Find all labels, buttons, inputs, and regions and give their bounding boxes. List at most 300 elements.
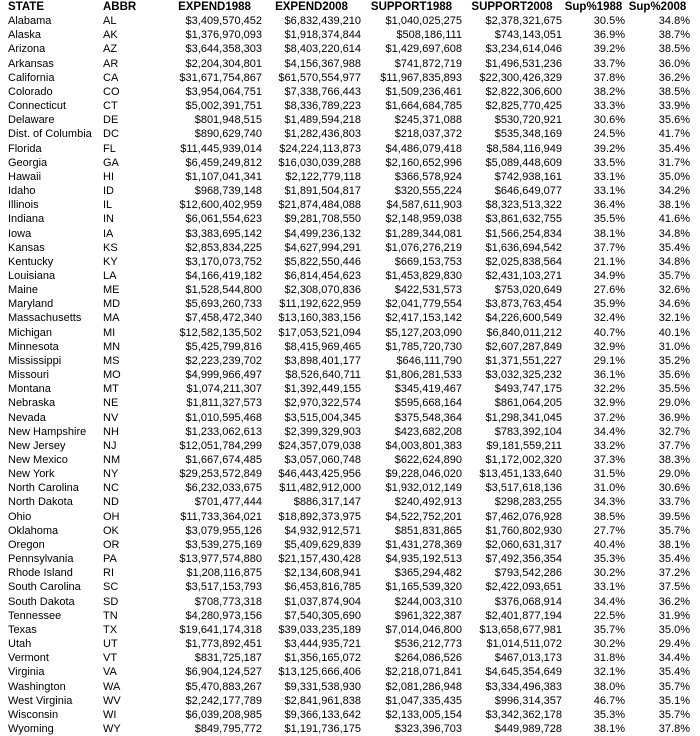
- column-header-abbr: ABBR: [103, 1, 137, 13]
- sup-pct-2008-cell: 37.8%: [658, 722, 690, 735]
- support1988-cell: $422,531,573: [394, 284, 462, 297]
- column-header-sup-pct-2008: Sup%2008: [628, 1, 687, 13]
- state-name-cell: Indiana: [8, 213, 45, 226]
- support1988-cell: $2,148,959,038: [385, 213, 462, 226]
- sup-pct-2008-cell: 35.6%: [658, 114, 690, 127]
- sup-pct-1988-cell: 40.4%: [593, 538, 625, 551]
- support1988-cell: $1,509,236,461: [385, 85, 462, 98]
- expend1988-cell: $7,458,472,340: [185, 312, 262, 325]
- state-abbr-cell: VT: [103, 652, 118, 665]
- support2008-cell: $467,013,173: [494, 652, 562, 665]
- expend1988-cell: $29,253,572,849: [179, 468, 262, 481]
- support2008-cell: $4,645,354,649: [485, 666, 562, 679]
- support2008-cell: $493,747,175: [494, 383, 562, 396]
- state-abbr-cell: MS: [103, 354, 120, 367]
- expend2008-cell: $5,822,550,446: [284, 255, 361, 268]
- expend1988-cell: $2,242,177,789: [185, 694, 262, 707]
- support1988-cell: $423,682,208: [394, 425, 462, 438]
- table-row: [0, 510, 700, 524]
- expend2008-cell: $2,970,322,574: [284, 397, 361, 410]
- expend1988-cell: $1,074,211,307: [186, 383, 262, 396]
- expend2008-cell: $24,357,079,038: [278, 439, 361, 452]
- sup-pct-2008-cell: 36.0%: [658, 57, 690, 70]
- state-abbr-cell: AL: [103, 15, 117, 28]
- state-name-cell: Maryland: [8, 298, 54, 311]
- table-row: [0, 184, 700, 198]
- support1988-cell: $375,548,364: [394, 411, 462, 424]
- table-row: [0, 665, 700, 679]
- sup-pct-1988-cell: 34.4%: [593, 425, 625, 438]
- state-name-cell: Mississippi: [8, 354, 62, 367]
- sup-pct-2008-cell: 37.7%: [658, 439, 690, 452]
- sup-pct-2008-cell: 35.1%: [658, 694, 690, 707]
- sup-pct-2008-cell: 29.0%: [658, 468, 690, 481]
- state-abbr-cell: NV: [103, 411, 119, 424]
- state-name-cell: California: [8, 71, 55, 84]
- state-abbr-cell: AR: [103, 57, 119, 70]
- sup-pct-2008-cell: 31.9%: [658, 609, 690, 622]
- support2008-cell: $13,451,133,640: [479, 468, 562, 481]
- column-header-state: STATE: [8, 1, 44, 13]
- state-abbr-cell: MT: [103, 383, 119, 396]
- support2008-cell: $2,060,631,317: [485, 538, 562, 551]
- expend2008-cell: $9,366,133,642: [284, 708, 361, 721]
- expend2008-cell: $3,515,004,345: [284, 411, 361, 424]
- state-name-cell: Ohio: [8, 510, 32, 523]
- expend1988-cell: $6,039,208,985: [185, 708, 262, 721]
- state-name-cell: North Carolina: [8, 482, 79, 495]
- state-name-cell: Washington: [8, 680, 66, 693]
- table-row: [0, 156, 700, 170]
- support2008-cell: $861,064,205: [494, 397, 562, 410]
- expend2008-cell: $13,160,383,156: [278, 312, 361, 325]
- sup-pct-2008-cell: 37.2%: [658, 567, 690, 580]
- sup-pct-1988-cell: 39.2%: [593, 142, 625, 155]
- table-row: [0, 623, 700, 637]
- support1988-cell: $1,932,012,149: [385, 482, 462, 495]
- expend1988-cell: $3,079,955,126: [185, 524, 262, 537]
- support2008-cell: $2,025,838,564: [485, 255, 562, 268]
- support1988-cell: $4,522,752,201: [385, 510, 462, 523]
- expend2008-cell: $1,392,449,155: [284, 383, 361, 396]
- sup-pct-1988-cell: 22.5%: [593, 609, 625, 622]
- expend2008-cell: $3,444,935,721: [284, 638, 361, 651]
- expend1988-cell: $1,811,327,573: [186, 397, 262, 410]
- state-abbr-cell: ME: [103, 284, 120, 297]
- support2008-cell: $1,636,694,542: [485, 241, 562, 254]
- support2008-cell: $1,014,511,072: [486, 638, 562, 651]
- sup-pct-2008-cell: 29.4%: [658, 638, 690, 651]
- state-abbr-cell: RI: [103, 567, 114, 580]
- expend1988-cell: $849,795,772: [194, 722, 262, 735]
- support2008-cell: $535,348,169: [494, 128, 562, 141]
- expend1988-cell: $12,600,402,959: [179, 199, 262, 212]
- expend2008-cell: $7,338,766,443: [284, 85, 361, 98]
- state-abbr-cell: MN: [103, 340, 121, 353]
- expend2008-cell: $1,356,165,072: [284, 652, 361, 665]
- expend2008-cell: $3,057,060,748: [284, 454, 361, 466]
- support1988-cell: $1,431,278,369: [385, 538, 462, 551]
- expend1988-cell: $6,904,124,527: [185, 666, 262, 679]
- state-abbr-cell: WI: [103, 708, 117, 721]
- support1988-cell: $240,492,913: [394, 496, 462, 509]
- expend2008-cell: $21,874,484,088: [278, 199, 361, 212]
- state-abbr-cell: CT: [103, 100, 118, 113]
- sup-pct-1988-cell: 32.9%: [593, 397, 625, 410]
- state-name-cell: Arkansas: [8, 57, 54, 70]
- support1988-cell: $366,578,924: [394, 170, 462, 183]
- state-abbr-cell: KS: [103, 241, 118, 254]
- sup-pct-2008-cell: 34.8%: [658, 255, 690, 268]
- support2008-cell: $3,861,632,755: [485, 213, 562, 226]
- state-name-cell: Rhode Island: [8, 567, 73, 580]
- table-row: [0, 538, 700, 552]
- expend1988-cell: $831,725,187: [194, 652, 262, 665]
- support1988-cell: $4,003,801,383: [385, 439, 462, 452]
- expend1988-cell: $4,280,973,156: [185, 609, 262, 622]
- table-row: [0, 425, 700, 439]
- sup-pct-2008-cell: 34.8%: [658, 227, 690, 240]
- expend2008-cell: $6,832,439,210: [284, 15, 361, 28]
- support1988-cell: $741,872,719: [394, 57, 462, 70]
- support1988-cell: $508,186,111: [396, 29, 462, 42]
- support2008-cell: $3,234,614,046: [485, 43, 562, 56]
- state-name-cell: Hawaii: [8, 170, 42, 183]
- sup-pct-1988-cell: 32.9%: [593, 340, 625, 353]
- sup-pct-1988-cell: 30.2%: [593, 567, 625, 580]
- sup-pct-2008-cell: 35.7%: [658, 708, 690, 721]
- state-abbr-cell: DC: [103, 128, 119, 141]
- sup-pct-1988-cell: 30.6%: [593, 114, 625, 127]
- support1988-cell: $244,003,310: [394, 595, 462, 608]
- expend2008-cell: $4,932,912,571: [284, 524, 361, 537]
- support2008-cell: $2,431,103,271: [485, 269, 562, 282]
- sup-pct-2008-cell: 35.0%: [658, 170, 690, 183]
- support2008-cell: $2,822,306,600: [485, 85, 562, 98]
- state-abbr-cell: AZ: [103, 43, 118, 56]
- sup-pct-2008-cell: 38.1%: [658, 199, 690, 212]
- sup-pct-2008-cell: 35.4%: [658, 553, 690, 566]
- table-row: [0, 651, 700, 665]
- table-row: [0, 439, 700, 453]
- support2008-cell: $1,496,531,236: [485, 57, 562, 70]
- expend2008-cell: $1,037,874,904: [284, 595, 361, 608]
- support2008-cell: $4,226,600,549: [485, 312, 562, 325]
- table-row: [0, 609, 700, 623]
- expend2008-cell: $39,033,235,189: [278, 623, 361, 636]
- state-abbr-cell: IL: [103, 199, 113, 212]
- support1988-cell: $2,041,779,554: [385, 298, 462, 311]
- sup-pct-2008-cell: 35.4%: [658, 241, 690, 254]
- state-abbr-cell: NM: [103, 454, 121, 466]
- expend2008-cell: $2,399,329,903: [284, 425, 361, 438]
- state-name-cell: Dist. of Columbia: [8, 128, 92, 141]
- state-abbr-cell: OR: [103, 538, 120, 551]
- expend2008-cell: $1,191,736,175: [284, 722, 361, 735]
- sup-pct-2008-cell: 41.6%: [658, 213, 690, 226]
- table-row: [0, 85, 700, 99]
- support1988-cell: $4,587,611,903: [386, 199, 462, 212]
- table-row: [0, 255, 700, 269]
- state-abbr-cell: ID: [103, 185, 114, 198]
- sup-pct-2008-cell: 35.7%: [658, 269, 690, 282]
- sup-pct-2008-cell: 36.2%: [658, 71, 690, 84]
- support1988-cell: $11,967,835,893: [380, 71, 462, 84]
- table-row: [0, 283, 700, 297]
- state-name-cell: Connecticut: [8, 100, 67, 113]
- expend2008-cell: $17,053,521,094: [278, 326, 361, 339]
- state-name-cell: Kentucky: [8, 255, 54, 268]
- sup-pct-1988-cell: 38.0%: [593, 680, 625, 693]
- state-abbr-cell: CO: [103, 85, 120, 98]
- state-abbr-cell: AK: [103, 29, 118, 42]
- expend2008-cell: $24,224,113,873: [279, 142, 361, 155]
- support2008-cell: $298,283,255: [494, 496, 562, 509]
- state-abbr-cell: SD: [103, 595, 119, 608]
- state-name-cell: Tennessee: [8, 609, 62, 622]
- support2008-cell: $742,938,161: [494, 170, 562, 183]
- sup-pct-1988-cell: 32.1%: [593, 666, 625, 679]
- expend2008-cell: $46,443,425,956: [278, 468, 361, 481]
- sup-pct-1988-cell: 34.9%: [593, 269, 625, 282]
- table-row: [0, 580, 700, 594]
- state-name-cell: Pennsylvania: [8, 553, 74, 566]
- expend1988-cell: $5,693,260,733: [185, 298, 262, 311]
- state-abbr-cell: NH: [103, 425, 119, 438]
- sup-pct-1988-cell: 38.2%: [593, 85, 625, 98]
- expend2008-cell: $4,627,994,291: [284, 241, 361, 254]
- sup-pct-1988-cell: 38.1%: [593, 722, 625, 735]
- state-name-cell: Kansas: [8, 241, 45, 254]
- table-row: [0, 694, 700, 708]
- state-abbr-cell: DE: [103, 114, 119, 127]
- support2008-cell: $793,542,286: [494, 567, 562, 580]
- state-name-cell: Florida: [8, 142, 42, 155]
- sup-pct-2008-cell: 30.6%: [658, 482, 690, 495]
- table-row: [0, 411, 700, 425]
- table-row: [0, 524, 700, 538]
- expend2008-cell: $4,156,367,988: [284, 57, 361, 70]
- support2008-cell: $743,143,051: [494, 29, 562, 42]
- state-name-cell: Oklahoma: [8, 524, 59, 537]
- table-row: [0, 495, 700, 509]
- table-row: [0, 311, 700, 325]
- expend2008-cell: $6,453,816,785: [284, 581, 361, 594]
- expend2008-cell: $2,134,608,941: [284, 567, 361, 580]
- expend2008-cell: $16,030,039,288: [278, 156, 361, 169]
- support1988-cell: $851,831,865: [394, 524, 462, 537]
- sup-pct-2008-cell: 38.5%: [658, 85, 690, 98]
- sup-pct-1988-cell: 40.7%: [593, 326, 625, 339]
- expend2008-cell: $8,403,220,614: [284, 43, 361, 56]
- expend2008-cell: $1,918,374,844: [284, 29, 361, 42]
- state-abbr-cell: MO: [103, 369, 121, 382]
- support1988-cell: $2,417,153,142: [385, 312, 462, 325]
- sup-pct-1988-cell: 36.1%: [593, 369, 625, 382]
- support1988-cell: $2,160,652,996: [385, 156, 462, 169]
- table-row: [0, 552, 700, 566]
- state-name-cell: Colorado: [8, 85, 53, 98]
- sup-pct-1988-cell: 31.5%: [593, 468, 625, 481]
- state-abbr-cell: CA: [103, 71, 119, 84]
- sup-pct-1988-cell: 31.0%: [593, 482, 625, 495]
- table-row: [0, 595, 700, 609]
- table-body: [0, 14, 700, 736]
- state-name-cell: Utah: [8, 638, 32, 651]
- expend1988-cell: $1,376,970,093: [185, 29, 262, 42]
- expend1988-cell: $11,445,939,014: [180, 142, 262, 155]
- table-row: [0, 127, 700, 141]
- support2008-cell: $2,401,877,194: [485, 609, 562, 622]
- sup-pct-2008-cell: 35.7%: [658, 524, 690, 537]
- sup-pct-1988-cell: 32.2%: [593, 383, 625, 396]
- table-row: [0, 326, 700, 340]
- expend2008-cell: $18,892,373,975: [278, 510, 361, 523]
- table-row: [0, 57, 700, 71]
- expend2008-cell: $11,482,912,000: [279, 482, 361, 495]
- table-row: [0, 396, 700, 410]
- expend1988-cell: $2,853,834,225: [185, 241, 262, 254]
- sup-pct-1988-cell: 33.2%: [593, 439, 625, 452]
- table-row: [0, 142, 700, 156]
- expend1988-cell: $4,166,419,182: [185, 269, 262, 282]
- support1988-cell: $4,935,192,513: [385, 553, 462, 566]
- sup-pct-1988-cell: 38.1%: [593, 227, 625, 240]
- support2008-cell: $7,492,356,354: [485, 553, 562, 566]
- expend1988-cell: $6,459,249,812: [185, 156, 262, 169]
- support1988-cell: $7,014,046,800: [385, 623, 462, 636]
- state-name-cell: Delaware: [8, 114, 55, 127]
- sup-pct-1988-cell: 35.3%: [593, 553, 625, 566]
- support1988-cell: $1,429,697,608: [385, 43, 462, 56]
- support1988-cell: $345,419,467: [394, 383, 462, 396]
- expend2008-cell: $1,489,594,218: [284, 114, 361, 127]
- sup-pct-1988-cell: 36.9%: [593, 29, 625, 42]
- expend1988-cell: $12,582,135,502: [179, 326, 262, 339]
- expend1988-cell: $701,477,444: [194, 496, 262, 509]
- expend2008-cell: $21,157,430,428: [278, 553, 361, 566]
- state-name-cell: Idaho: [8, 185, 36, 198]
- support1988-cell: $1,453,829,830: [385, 269, 462, 282]
- sup-pct-2008-cell: 38.7%: [658, 29, 690, 42]
- expend1988-cell: $1,773,892,451: [185, 638, 262, 651]
- expend1988-cell: $1,233,062,613: [185, 425, 262, 438]
- expend1988-cell: $1,107,041,341: [185, 170, 262, 183]
- table-header-row: [0, 0, 700, 14]
- expend1988-cell: $3,383,695,142: [185, 227, 262, 240]
- state-abbr-cell: VA: [103, 666, 117, 679]
- expend2008-cell: $3,898,401,177: [284, 354, 361, 367]
- support2008-cell: $2,825,770,425: [485, 100, 562, 113]
- sup-pct-1988-cell: 33.1%: [593, 170, 625, 183]
- sup-pct-1988-cell: 34.3%: [593, 496, 625, 509]
- support1988-cell: $1,040,025,275: [385, 15, 462, 28]
- expend1988-cell: $3,644,358,303: [185, 43, 262, 56]
- table-row: [0, 241, 700, 255]
- support2008-cell: $5,089,448,609: [485, 156, 562, 169]
- expend1988-cell: $3,170,073,752: [185, 255, 262, 268]
- state-name-cell: Texas: [8, 623, 37, 636]
- table-row: [0, 227, 700, 241]
- support1988-cell: $218,037,372: [394, 128, 462, 141]
- support1988-cell: $961,322,387: [394, 609, 462, 622]
- expend1988-cell: $1,667,674,485: [185, 454, 262, 466]
- sup-pct-1988-cell: 30.5%: [593, 15, 625, 28]
- state-abbr-cell: IN: [103, 213, 114, 226]
- state-name-cell: Virginia: [8, 666, 45, 679]
- table-row: [0, 269, 700, 283]
- support1988-cell: $622,624,890: [394, 454, 462, 466]
- state-name-cell: Wyoming: [8, 722, 54, 735]
- sup-pct-2008-cell: 33.9%: [658, 100, 690, 113]
- state-abbr-cell: FL: [103, 142, 116, 155]
- support1988-cell: $1,785,720,730: [385, 340, 462, 353]
- sup-pct-2008-cell: 31.7%: [658, 156, 690, 169]
- state-name-cell: North Dakota: [8, 496, 73, 509]
- support1988-cell: $2,133,005,154: [385, 708, 462, 721]
- table-row: [0, 297, 700, 311]
- sup-pct-2008-cell: 41.7%: [658, 128, 690, 141]
- support2008-cell: $2,378,321,675: [485, 15, 562, 28]
- state-abbr-cell: UT: [103, 638, 118, 651]
- expend2008-cell: $4,499,236,132: [284, 227, 361, 240]
- state-name-cell: New Jersey: [8, 439, 66, 452]
- state-abbr-cell: KY: [103, 255, 118, 268]
- sup-pct-1988-cell: 35.5%: [593, 213, 625, 226]
- table-row: [0, 382, 700, 396]
- sup-pct-2008-cell: 32.6%: [658, 284, 690, 297]
- support2008-cell: $2,422,093,651: [485, 581, 562, 594]
- state-name-cell: New York: [8, 468, 55, 481]
- sup-pct-1988-cell: 38.5%: [593, 510, 625, 523]
- sup-pct-2008-cell: 29.0%: [658, 397, 690, 410]
- expend1988-cell: $2,223,239,702: [185, 354, 262, 367]
- support1988-cell: $595,668,164: [394, 397, 462, 410]
- state-abbr-cell: NE: [103, 397, 119, 410]
- sup-pct-1988-cell: 46.7%: [593, 694, 625, 707]
- support2008-cell: $3,334,496,383: [485, 680, 562, 693]
- state-abbr-cell: LA: [103, 269, 117, 282]
- state-abbr-cell: MA: [103, 312, 120, 325]
- sup-pct-2008-cell: 38.5%: [658, 43, 690, 56]
- state-name-cell: Alaska: [8, 29, 42, 42]
- state-abbr-cell: NJ: [103, 439, 117, 452]
- sup-pct-2008-cell: 36.2%: [658, 595, 690, 608]
- expend2008-cell: $7,540,305,690: [284, 609, 361, 622]
- support2008-cell: $1,371,551,227: [485, 354, 562, 367]
- expend2008-cell: $8,415,969,465: [284, 340, 361, 353]
- support2008-cell: $6,840,011,212: [486, 326, 562, 339]
- expend1988-cell: $3,954,064,751: [185, 85, 262, 98]
- sup-pct-1988-cell: 37.2%: [593, 411, 625, 424]
- expend2008-cell: $2,841,961,838: [284, 694, 361, 707]
- support1988-cell: $4,486,079,418: [385, 142, 462, 155]
- sup-pct-1988-cell: 35.3%: [593, 708, 625, 721]
- support2008-cell: $783,392,104: [494, 425, 562, 438]
- sup-pct-1988-cell: 39.2%: [593, 43, 625, 56]
- support1988-cell: $536,212,773: [394, 638, 462, 651]
- expend1988-cell: $6,232,033,675: [185, 482, 262, 495]
- expend2008-cell: $1,891,504,817: [284, 185, 361, 198]
- sup-pct-2008-cell: 36.9%: [658, 411, 690, 424]
- support2008-cell: $376,068,914: [494, 595, 562, 608]
- expend2008-cell: $13,125,666,406: [278, 666, 361, 679]
- table-row: [0, 198, 700, 212]
- sup-pct-2008-cell: 34.6%: [658, 298, 690, 311]
- state-name-cell: South Carolina: [8, 581, 81, 594]
- state-name-cell: Louisiana: [8, 269, 56, 282]
- table-row: [0, 340, 700, 354]
